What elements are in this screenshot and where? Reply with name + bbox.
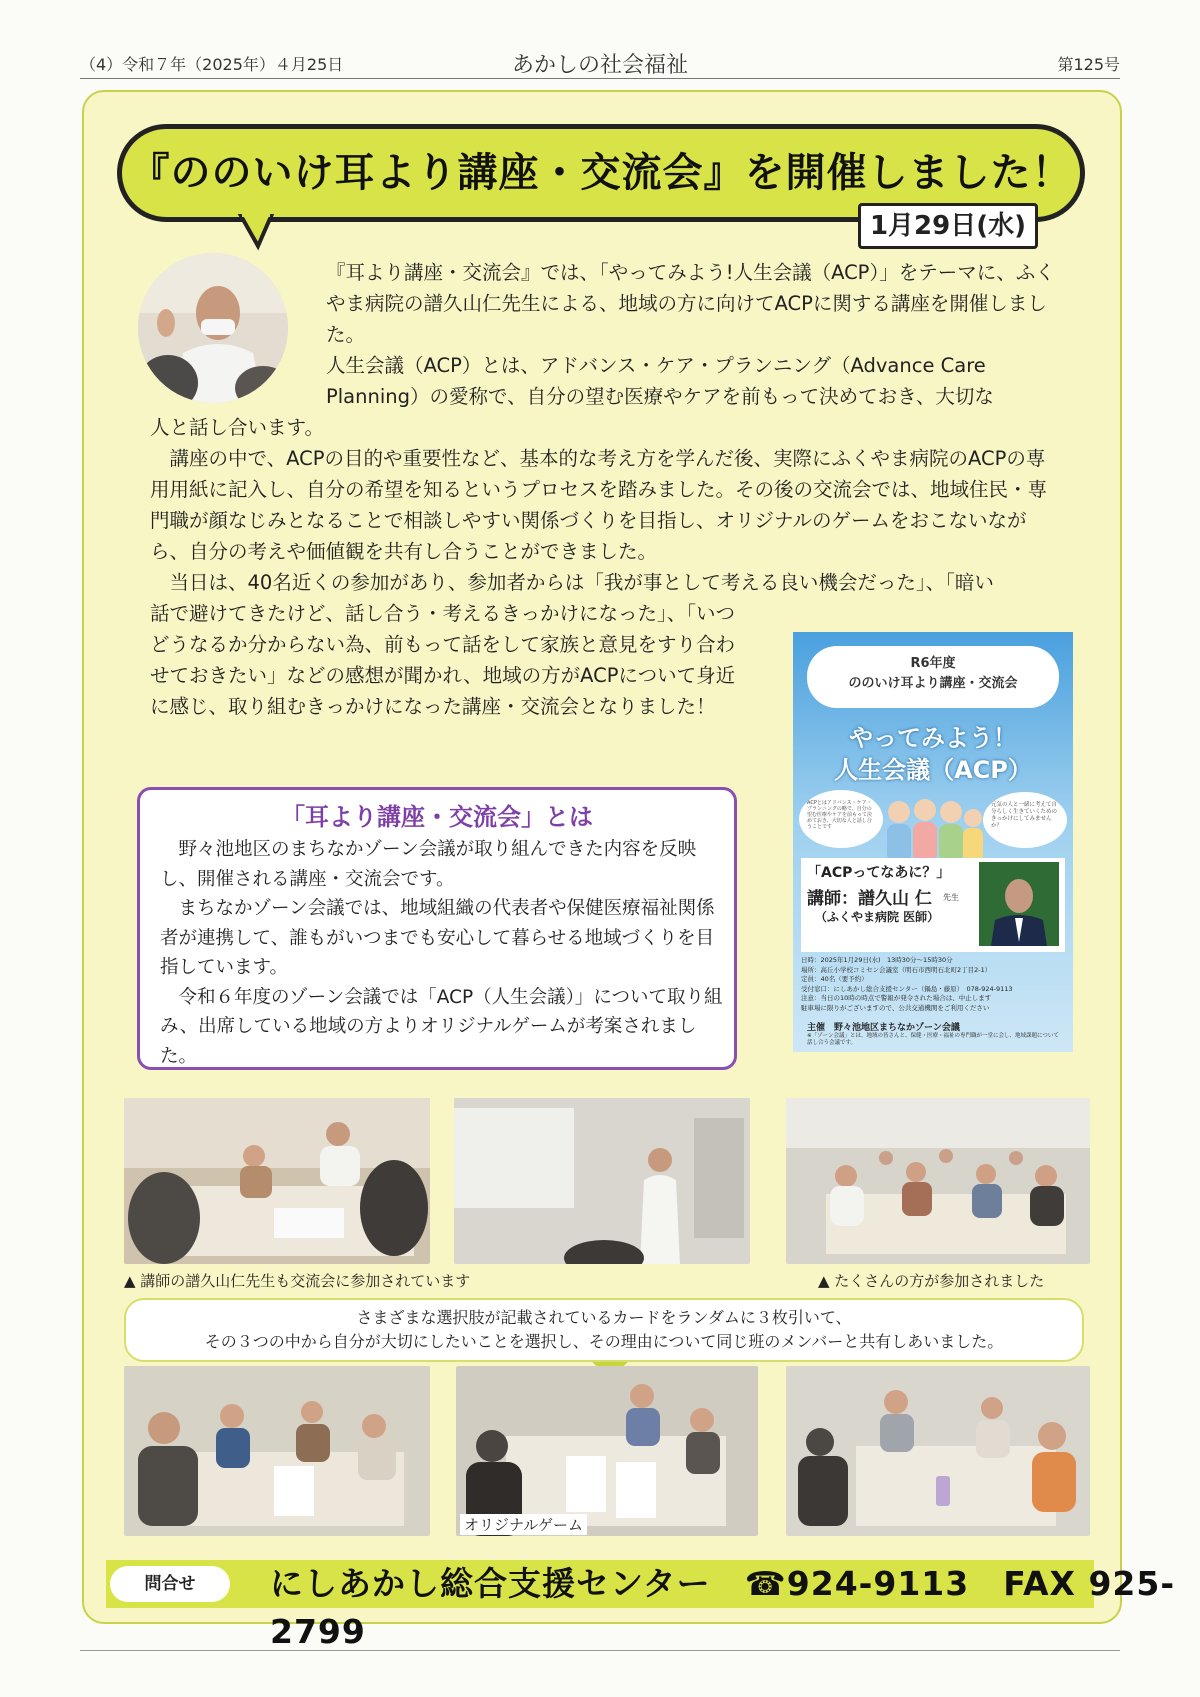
acp-definition-continued: 人と話し合います。 [150,416,324,439]
photo-group-discussion-2 [786,1366,1090,1536]
flyer-hospital: （ふくやま病院 医師） [815,910,940,924]
game-instruction-line: その３つの中から自分が大切にしたいことを選択し、その理由について同じ班のメンバーと共有しあいました。 [204,1332,1004,1351]
caption-many-participants: ▲ たくさんの方が参加されました [818,1272,1045,1290]
participants-paragraph-continued: 話で避けてきたけど、話し合う・考えるきっかけになった」、「いつどうなるか分からない為、前もって話をして家族と意見をすり合わせておきたい」などの感想が聞かれ、地域の方がACPについて身近に感じ、取り組むきっかけになった講座・交流会となりました！ [150,602,736,718]
lecturer-portrait [138,253,288,403]
contact-info: にしあかし総合支援センター ☎924-9113 FAX 925-2799 [270,1564,1176,1651]
photo-lecturer-at-table [124,1098,430,1264]
lecture-content-paragraph: 講座の中で、ACPの目的や重要性など、基本的な考え方を学んだ後、実際にふくやま病院のACPの専用用紙に記入し、自分の希望を知るというプロセスを踏みました。その後の交流会では、地域住民・専門職が顔なじみとなることで相談しやすい関係づくりを目指し、オリジナルのゲームをおこないながら、自分の考えや価値観を共有し合うことができました。 [150,447,1048,563]
photo-many-participants [786,1098,1090,1264]
flyer-details [801,956,1065,1013]
photo-group-discussion-1 [124,1366,430,1536]
info-paragraph: まちなかゾーン会議では、地域組織の代表者や保健医療福祉関係者が連携して、誰もがいつまでも安心して暮らせる地域づくりを目指しています。 [160,898,715,978]
flyer-detail-line: 場所：高丘小学校コミセン会議室（明石市西明石北町2丁目2-1） [801,965,992,974]
info-paragraph: 野々池地区のまちなかゾーン会議が取り組んできた内容を反映し、開催される講座・交流会です。 [160,839,697,890]
event-date-badge: 1月29日(水) [858,203,1038,249]
newsletter-title: あかしの社会福祉 [511,53,688,78]
flyer-note: ※「ゾーン会議」とは、地域の皆さんと、保健・医療・福祉の専門職が一堂に会し、地域課題について話し合う会議です。 [807,1033,1059,1046]
photo-original-game [456,1366,758,1536]
flyer-lecture-title: 「ACPってなあに？」 [807,865,951,881]
event-flyer [793,632,1073,1052]
caption-original-game: オリジナルゲーム [460,1514,587,1535]
footer-divider [80,1650,1120,1651]
flyer-lecturer: 講師：譜久山 仁 [807,889,932,909]
flyer-event: ののいけ耳より講座・交流会 [848,676,1018,691]
article-title: 『ののいけ耳より講座・交流会』を開催しました！ [129,150,1073,196]
info-paragraph: 令和６年度のゾーン会議では「ACP（人生会議）」について取り組み、出席している地域の方よりオリジナルゲームが考案されました。 [160,986,723,1067]
lecturer-photo-icon [979,862,1059,946]
flyer-bubble-left: ACPとはアドバンス・ケア・プランニングの略で、自分の望む医療やケアを前もって決めておき、大切な人と話し合うことです [799,790,883,848]
flyer-headline-1: やってみよう！ [849,724,1017,752]
flyer-host: 主催 野々池地区まちなかゾーン会議 [807,1023,960,1033]
acp-definition-paragraph: 人生会議（ACP）とは、アドバンス・ケア・プランニング（Advance Care Planning）の愛称で、自分の望む医療やケアを前もって決めておき、大切な [326,354,994,408]
flyer-detail-line: 日時：2025年1月29日(水) 13時30分～15時30分 [801,956,953,964]
info-box-title: 「耳より講座・交流会」とは [281,803,593,831]
photo-lecturer-speaking [454,1098,750,1264]
issue-date: （4）令和７年（2025年）４月25日 [80,55,344,74]
flyer-detail-line: 駐車場に限りがございますので、公共交通機関をご利用ください [801,1003,990,1012]
issue-number: 第125号 [1057,55,1120,74]
flyer-detail-line: 定員：40名（要予約） [801,975,868,983]
caption-lecturer-participating: ▲ 講師の譜久山仁先生も交流会に参加されています [124,1272,471,1290]
game-instruction-line: さまざまな選択肢が記載されているカードをランダムに３枚引いて、 [356,1308,852,1327]
info-box-body [160,835,725,1071]
flyer-headline-2: 人生会議（ACP） [834,756,1032,784]
game-instruction [124,1298,1084,1362]
flyer-bubble-right: 元気の人と一緒に考えて自分らしく生きていくためのきっかけにしてみませんか？ [983,792,1067,848]
flyer-lecturer-suffix: 先生 [943,893,959,902]
flyer-detail-line: 注意：当日の10時の時点で警報が発令された場合は、中止します [801,994,992,1002]
header-divider [80,78,1120,79]
flyer-detail-line: 受付窓口：にしあかし総合支援センター（鍋島・藤原） 078-924-9113 [801,984,1013,993]
intro-paragraph: 『耳より講座・交流会』では、「やってみよう!人生会議（ACP）」をテーマに、ふくやま病院の譜久山仁先生による、地域の方に向けてACPに関する講座を開催しました。 [326,261,1055,346]
contact-label: 問合せ [110,1566,230,1602]
flyer-year: R6年度 [910,656,956,671]
family-illustration-icon [881,792,985,862]
participants-paragraph: 当日は、40名近くの参加があり、参加者からは「我が事として考える良い機会だった」、「暗い [169,571,994,594]
